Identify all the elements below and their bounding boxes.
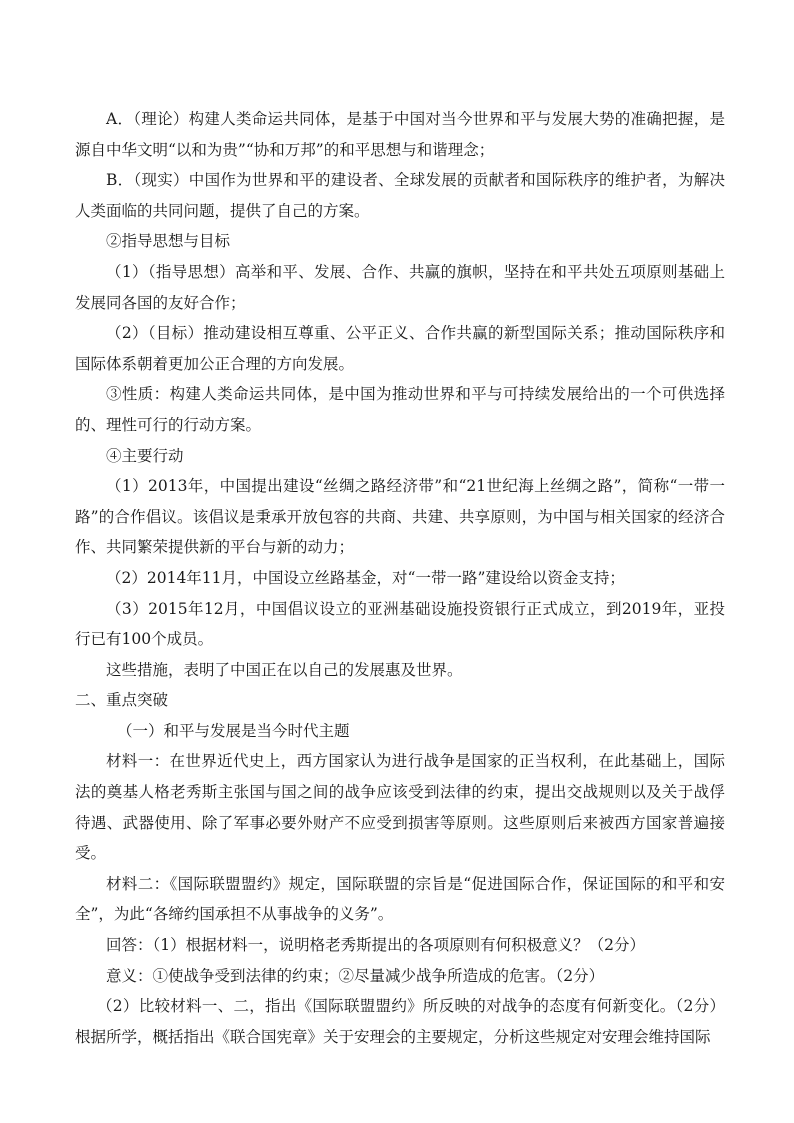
paragraph-material-2: 材料二：《国际联盟盟约》规定，国际联盟的宗旨是“促进国际合作，保证国际的和平和安全”，为此“各缔约国承担不从事战争的义务”。 <box>75 874 725 924</box>
document-body <box>75 104 725 1052</box>
paragraph-theory: A．（理论）构建人类命运共同体，是基于中国对当今世界和平与发展大势的准确把握，是源自中华文明“以和为贵”“协和万邦”的和平思想与和谐理念； <box>75 110 725 159</box>
paragraph-question-1: 回答：（1）根据材料一，说明格老秀斯提出的各项原则有何积极意义？（2分） <box>106 936 645 955</box>
paragraph-answer-1: 意义：①使战争受到法律的约束；②尽量减少战争所造成的危害。（2分） <box>106 966 605 985</box>
section-heading-key-breakthrough: 二、重点突破 <box>75 691 169 710</box>
paragraph-guiding-thought: （1）（指导思想）高举和平、发展、合作、共赢的旗帜，坚持在和平共处五项原则基础上发展同各国的友好合作； <box>75 262 725 312</box>
paragraph-nature: ③性质：构建人类命运共同体，是中国为推动世界和平与可持续发展给出的一个可供选择的、理性可行的行动方案。 <box>75 385 725 434</box>
paragraph-summary: 这些措施，表明了中国正在以自己的发展惠及世界。 <box>106 660 463 679</box>
paragraph-material-1: 材料一：在世界近代史上，西方国家认为进行战争是国家的正当权利，在此基础上，国际法的奠基人格老秀斯主张国与国之间的战争应该受到法律的约束，提出交战规则以及关于战俘待遇、武器使用、除了军事必要外财产不应受到损害等原则。这些原则后来被西方国家普遍接受。 <box>75 752 725 863</box>
paragraph-goal: （2）（目标）推动建设相互尊重、公平正义、合作共赢的新型国际关系；推动国际秩序和国际体系朝着更加公正合理的方向发展。 <box>75 324 725 373</box>
heading-guiding-thought-and-goal: ②指导思想与目标 <box>106 232 231 251</box>
paragraph-action-3: （3）2015年12月，中国倡议设立的亚洲基础设施投资银行正式成立，到2019年，亚投行已有100个成员。 <box>75 599 725 649</box>
paragraph-question-2: （2）比较材料一、二，指出《国际联盟盟约》所反映的对战争的态度有何新变化。（2分）根据所学，概括指出《联合国宪章》关于安理会的主要规定，分析这些规定对安理会维持国际 <box>75 997 725 1046</box>
subsection-heading-peace-development: （一）和平与发展是当今时代主题 <box>117 721 350 740</box>
paragraph-action-2: （2）2014年11月，中国设立丝路基金，对“一带一路”建设给以资金支持； <box>106 568 625 587</box>
heading-main-actions: ④主要行动 <box>106 446 184 465</box>
paragraph-reality: B．（现实）中国作为世界和平的建设者、全球发展的贡献者和国际秩序的维护者，为解决人类面临的共同问题，提供了自己的方案。 <box>75 171 725 220</box>
paragraph-action-1: （1）2013年，中国提出建设“丝绸之路经济带”和“21世纪海上丝绸之路”，简称“一带一路”的合作倡议。该倡议是秉承开放包容的共商、共建、共享原则，为中国与相关国家的经济合作、共同繁荣提供新的平台与新的动力； <box>75 477 725 557</box>
